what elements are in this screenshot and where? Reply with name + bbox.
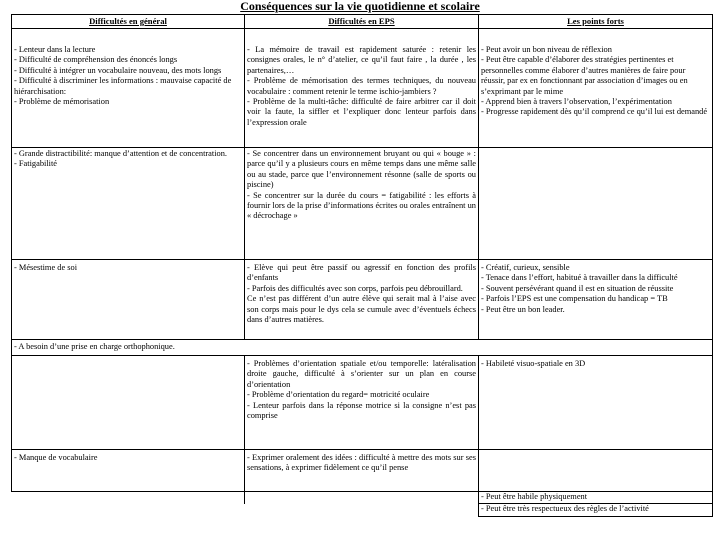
cell-strengths	[479, 450, 713, 492]
table-row	[12, 492, 713, 504]
list-item: - Tenace dans l’effort, habitué à travailler dans la difficulté	[481, 273, 678, 283]
cell-eps	[245, 29, 479, 148]
cell-eps	[245, 148, 479, 260]
list-item: - Parfois des difficultés avec son corps, parfois peu débrouillard.	[247, 283, 463, 293]
cell-eps	[245, 450, 479, 492]
list-item: - Parfois l’EPS est une compensation du handicap = TB	[481, 294, 668, 304]
list-item: - Créatif, curieux, sensible	[481, 263, 570, 272]
page-title: Conséquences sur la vie quotidienne et scolaire	[240, 0, 480, 13]
table-row	[12, 340, 713, 356]
cell-general	[12, 29, 245, 148]
cell-empty	[245, 492, 479, 504]
list-item: - Fatigabilité	[14, 159, 58, 169]
cell-general	[12, 356, 245, 450]
table-row	[12, 504, 713, 516]
list-item: - Se concentrer sur la durée du cours = fatigabilité : les efforts à fournir lors de la prise d’informations écrites ou orales entraînent un « décrochage »	[247, 190, 476, 221]
list-item: - Progresse rapidement dès qu’il comprend ce qu’il lui est demandé	[481, 107, 708, 117]
list-item: - Peut avoir un bon niveau de réflexion	[481, 45, 612, 54]
table-row	[12, 450, 713, 492]
table-row	[12, 29, 713, 148]
cell-strengths	[479, 29, 713, 148]
list-item: - Lenteur parfois dans la réponse motrice si la consigne n’est pas comprise	[247, 400, 476, 421]
cell-empty	[12, 504, 245, 516]
header-general: Difficultés en général	[12, 15, 245, 29]
list-item: - Souvent persévérant quand il est en situation de réussite	[481, 283, 674, 293]
list-item: - Peut être un bon leader.	[481, 304, 565, 314]
list-item: - Problème de mémorisation des termes techniques, du nouveau vocabulaire : comment retenir le terme ischio-jambiers ?	[247, 76, 476, 96]
header-row	[12, 15, 713, 29]
list-item: - Problème de la multi-tâche: difficulté de faire arbitrer car il doit voir la faute, la siffler et l’expliquer donc lenteur parfois dans l’expression orale	[247, 97, 476, 127]
cell-full-width	[12, 340, 713, 356]
list-item: - Problème de mémorisation	[14, 97, 110, 107]
cell-empty	[12, 492, 245, 504]
cell-general	[12, 260, 245, 340]
cell-strengths	[479, 504, 713, 516]
cell-strengths	[479, 260, 713, 340]
list-item: - Difficulté à discriminer les informations : mauvaise capacité de hiérarchisation:	[14, 76, 232, 96]
cell-general	[12, 148, 245, 260]
list-item: - Difficulté à intégrer un vocabulaire nouveau, des mots longs	[14, 65, 222, 75]
list-item: - Lenteur dans la lecture	[14, 45, 96, 54]
table-row	[12, 148, 713, 260]
list-item: - Problème d’orientation du regard= motricité oculaire	[247, 390, 430, 400]
list-item: - Apprend bien à travers l’observation, l’expérimentation	[481, 97, 672, 107]
header-eps: Difficultés en EPS	[245, 15, 479, 29]
list-item: - Mésestime de soi	[14, 263, 78, 272]
cell-eps	[245, 260, 479, 340]
list-item: - Peut être habile physiquement	[481, 492, 588, 501]
cell-strengths	[479, 148, 713, 260]
list-item: Ce n’est pas différent d’un autre élève qui serait mal à l’aise avec son corps mais pour le dys cela se cumule avec d’éventuels échecs dans d’autres matières.	[247, 294, 476, 325]
table-row	[12, 356, 713, 450]
list-item: - Peut être très respectueux des règles de l’activité	[481, 504, 649, 514]
list-item: - Manque de vocabulaire	[14, 453, 98, 462]
list-item: - Peut être capable d’élaborer des stratégies pertinentes et personnelles comme élaborer d’autres manières de faire pour réussir, par ex en fonctionnant par association d’images ou en s’exprimant par le mime	[481, 55, 688, 96]
table-row	[12, 260, 713, 340]
header-strengths: Les points forts	[479, 15, 713, 29]
cell-eps	[245, 356, 479, 450]
list-item: - Exprimer oralement des idées : difficulté à mettre des mots sur ses sensations, à exprimer fidèlement ce qu’il pense	[247, 453, 476, 473]
cell-strengths	[479, 356, 713, 450]
list-item: - Grande distractibilité: manque d’attention et de concentration.	[14, 149, 228, 158]
consequences-table	[11, 14, 713, 517]
list-item: - Elève qui peut être passif ou agressif en fonction des profils d’enfants	[247, 263, 476, 283]
list-item: - La mémoire de travail est rapidement saturée : retenir les consignes orales, le n° d’atelier, ce qu’il faut faire , la durée , les partenaires,…	[247, 45, 476, 75]
cell-empty	[245, 504, 479, 516]
list-item: - A besoin d’une prise en charge orthophonique.	[14, 342, 175, 351]
cell-strengths	[479, 492, 713, 504]
list-item: - Problèmes d’orientation spatiale et/ou temporelle: latéralisation droite gauche, difficulté à s’orienter sur un plan en course d’orientation	[247, 359, 476, 389]
cell-general	[12, 450, 245, 492]
list-item: - Habileté visuo-spatiale en 3D	[481, 359, 586, 368]
list-item: - Se concentrer dans un environnement bruyant ou qui « bouge » : parce qu’il y a plusieurs cours en même temps dans une même salle ou au stade, parce que l’environnement résonne (salle de sports ou piscine)	[247, 149, 476, 190]
list-item: - Difficulté de compréhension des énoncés longs	[14, 55, 178, 65]
